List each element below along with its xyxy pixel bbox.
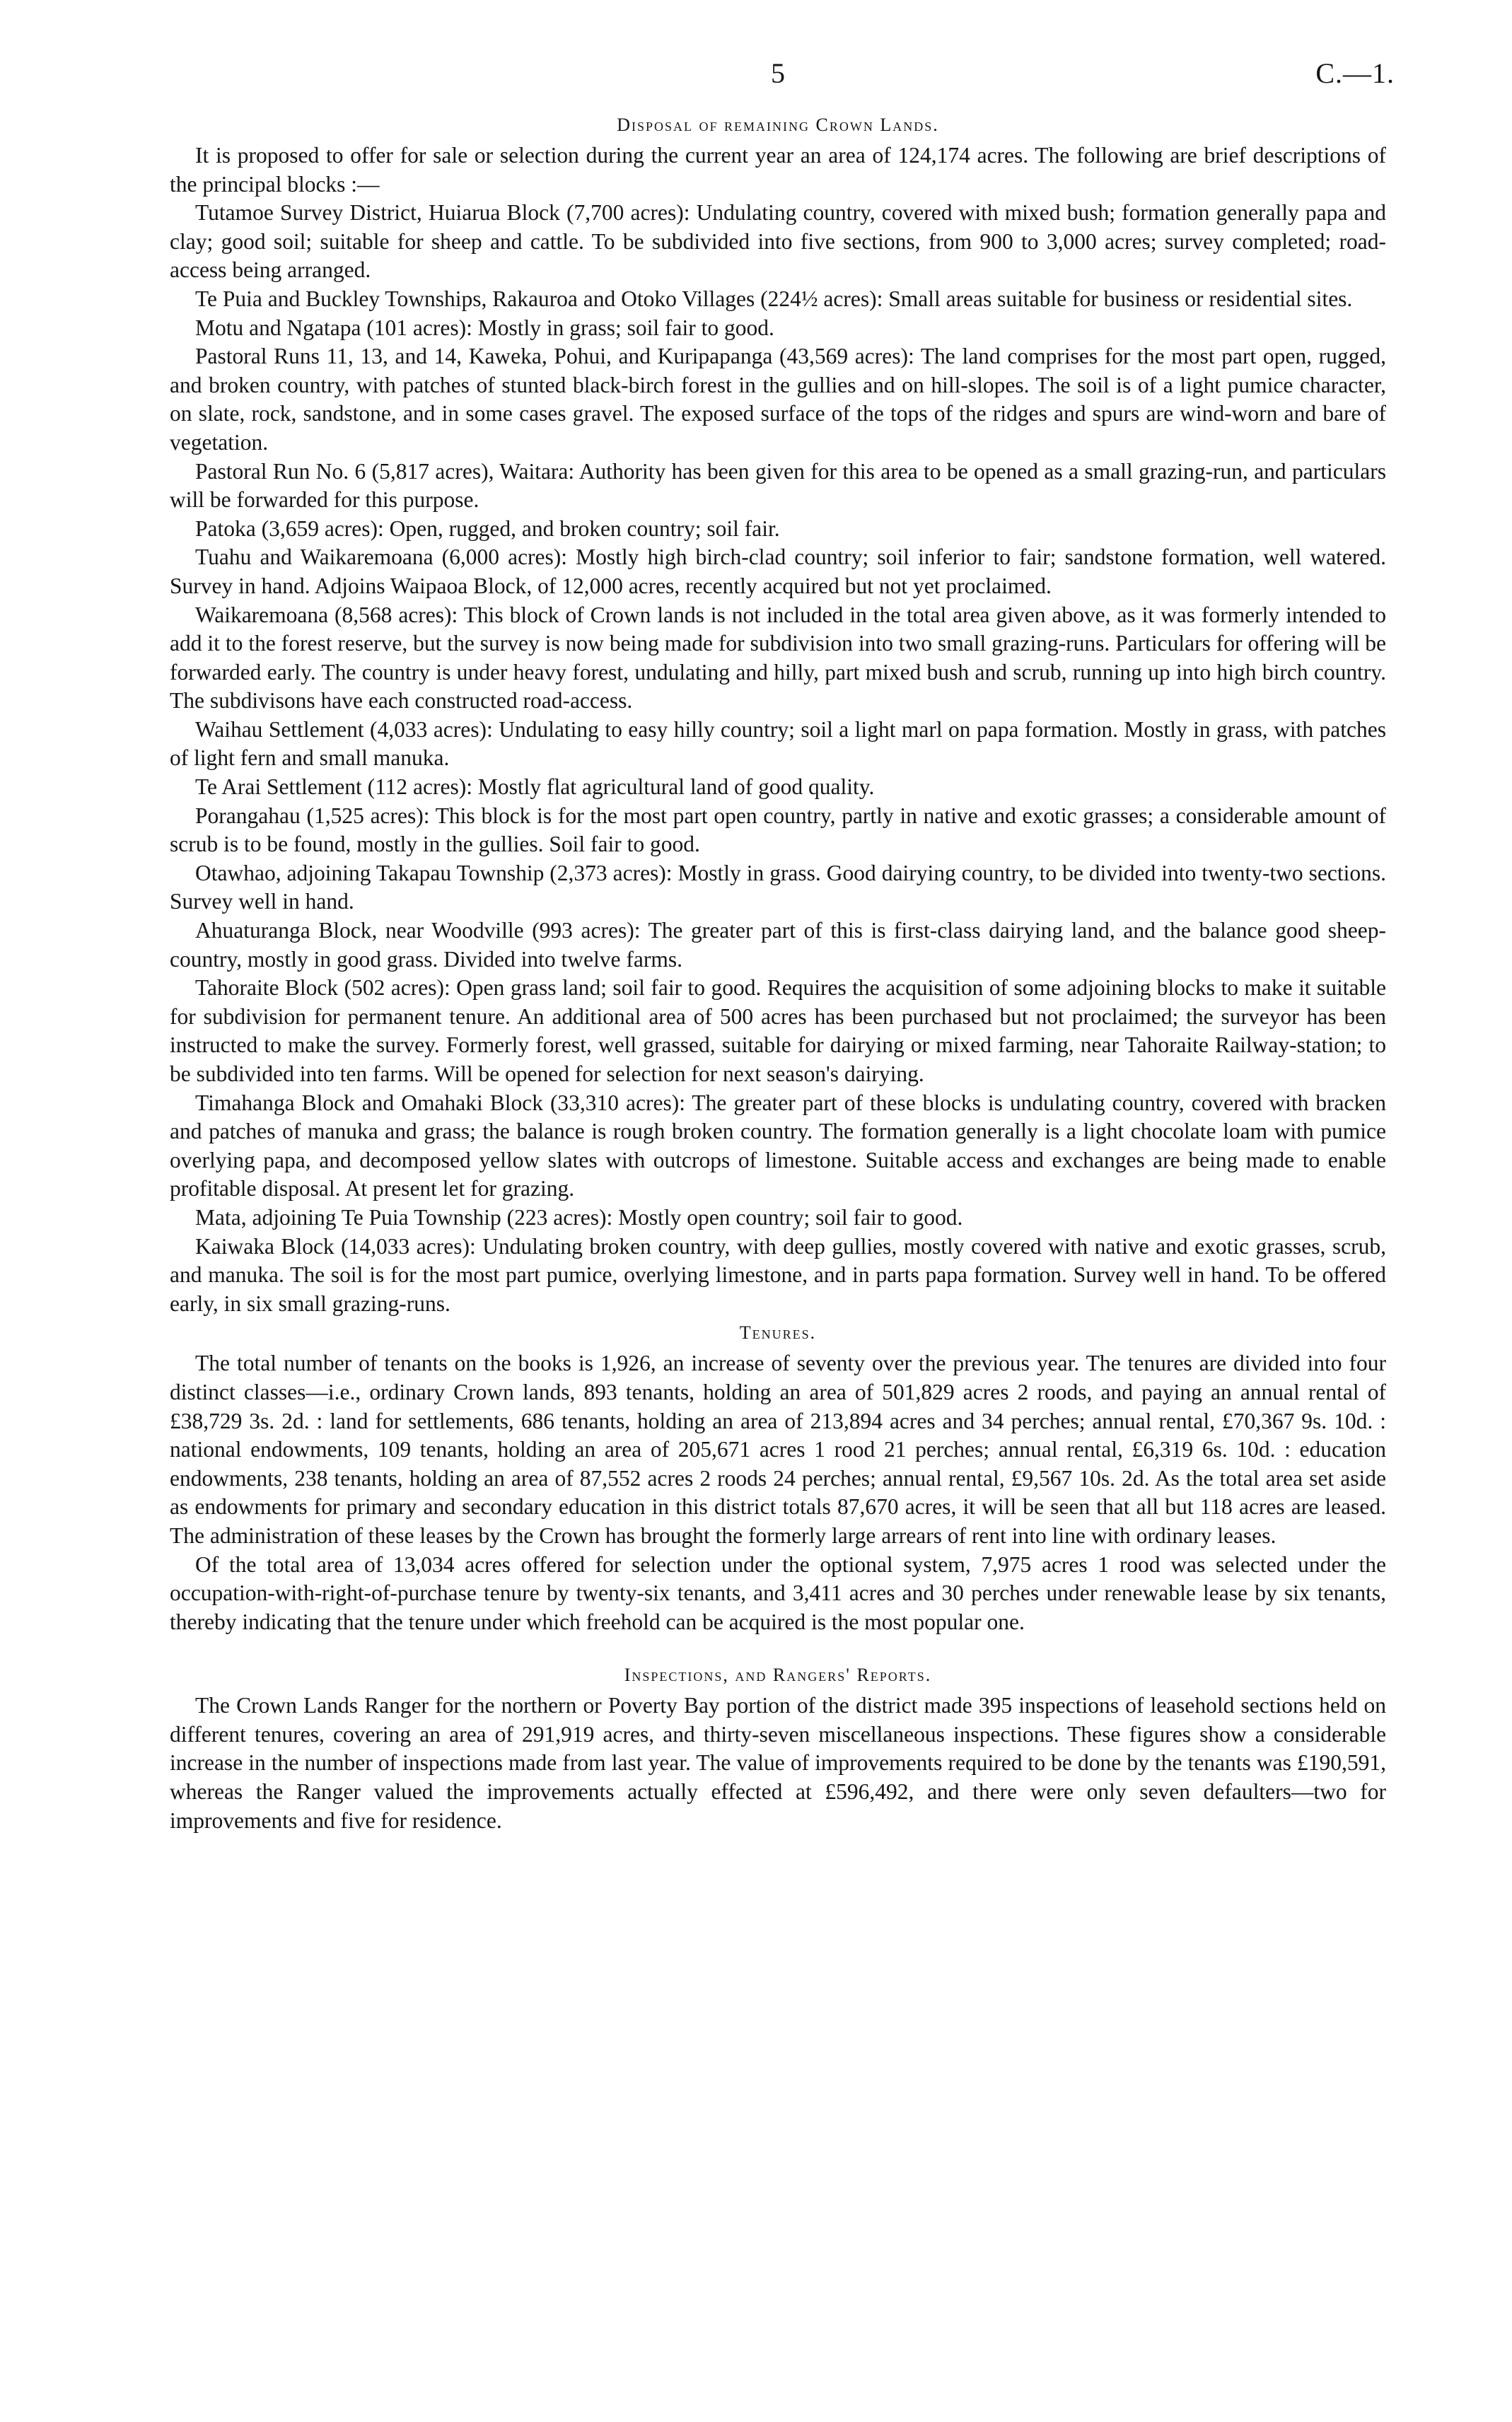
document-page (170, 42, 1395, 1835)
paragraph: Tutamoe Survey District, Huiarua Block (7,700 acres): Undulating country, covered with mixed bush; formation generally papa and clay; good soil; suitable for sheep and cattle. To be subdivided into five sections, from 900 to 3,000 acres; survey completed; road-access being arranged. (170, 200, 1386, 283)
paragraph: Waihau Settlement (4,033 acres): Undulating to easy hilly country; soil a light marl on papa formation. Mostly in grass, with patches of light fern and small manuka. (170, 716, 1386, 771)
paragraph: Patoka (3,659 acres): Open, rugged, and broken country; soil fair. (195, 516, 780, 541)
paragraph: Porangahau (1,525 acres): This block is for the most part open country, partly in native and exotic grasses; a considerable amount of scrub is to be found, mostly in the gullies. Soil fair to good. (170, 803, 1386, 857)
paragraph: Te Puia and Buckley Townships, Rakauroa and Otoko Villages (224½ acres): Small areas suitable for business or residential sites. (195, 286, 1353, 311)
paragraph: Kaiwaka Block (14,033 acres): Undulating broken country, with deep gullies, mostly covered with native and exotic grasses, scrub, and manuka. The soil is for the most part pumice, overlying limestone, and in parts papa formation. Survey well in hand. To be offered early, in six small grazing-runs. (170, 1233, 1386, 1316)
document-reference: C.—1. (1315, 57, 1395, 89)
page-number: 5 (771, 57, 785, 89)
paragraph: Tuahu and Waikaremoana (6,000 acres): Mostly high birch-clad country; soil inferior to fair; sandstone formation, well watered. Survey in hand. Adjoins Waipaoa Block, of 12,000 acres, recently acquired but not yet proclaimed. (170, 545, 1386, 598)
paragraph: Otawhao, adjoining Takapau Township (2,373 acres): Mostly in grass. Good dairying country, to be divided into twenty-two sections. Survey well in hand. (170, 860, 1386, 914)
paragraph: Mata, adjoining Te Puia Township (223 acres): Mostly open country; soil fair to good. (195, 1204, 963, 1230)
paragraph: Tahoraite Block (502 acres): Open grass land; soil fair to good. Requires the acquisition of some adjoining blocks to make it suitable for subdivision for permanent tenure. An additional area of 500 acres has been purchased but not proclaimed; the surveyor has been instructed to make the survey. Formerly forest, well grassed, suitable for dairying or mixed farming, near Tahoraite Railway-station; to be subdivided into ten farms. Will be opened for selection for next season's dairying. (170, 975, 1386, 1086)
paragraph: Pastoral Runs 11, 13, and 14, Kaweka, Pohui, and Kuripapanga (43,569 acres): The land comprises for the most part open, rugged, and broken country, with patches of stunted black-birch forest in the gullies and on hill-slopes. The soil is of a light pumice character, on slate, rock, sandstone, and in some cases gravel. The exposed surface of the tops of the ridges and spurs are wind-worn and bare of vegetation. (170, 344, 1386, 455)
section-heading-inspections: Inspections, and Rangers' Reports. (624, 1665, 932, 1686)
section-inspections (170, 1665, 1386, 1835)
paragraph: Te Arai Settlement (112 acres): Mostly flat agricultural land of good quality. (195, 774, 875, 800)
paragraph: The Crown Lands Ranger for the northern or Poverty Bay portion of the district made 395 inspections of leasehold sections held on different tenures, covering an area of 291,919 acres, and thirty-seven miscellaneous inspections. These figures show a considerable increase in the number of inspections made from last year. The value of improvements required to be done by the tenants was £190,591, whereas the Ranger valued the improvements actually effected at £596,492, and there were only seven defaulters—two for improvements and five for residence. (170, 1693, 1386, 1833)
section-disposal (170, 115, 1386, 1318)
section-tenures (170, 1322, 1386, 1636)
paragraph: Pastoral Run No. 6 (5,817 acres), Waitara: Authority has been given for this area to be opened as a small grazing-run, and particulars will be forwarded for this purpose. (170, 458, 1386, 513)
paragraph: It is proposed to offer for sale or selection during the current year an area of 124,174 acres. The following are brief descriptions of the principal blocks :— (170, 143, 1386, 197)
paragraph: Of the total area of 13,034 acres offered for selection under the optional system, 7,975 acres 1 rood was selected under the occupation-with-right-of-purchase tenure by twenty-six tenants, and 3,411 acres and 30 perches under renewable lease by six tenants, thereby indicating that the tenure under which freehold can be acquired is the most popular one. (170, 1551, 1386, 1634)
page-header (170, 42, 1395, 99)
paragraph: Motu and Ngatapa (101 acres): Mostly in grass; soil fair to good. (195, 315, 774, 340)
section-heading-tenures: Tenures. (739, 1322, 817, 1344)
paragraph: The total number of tenants on the books is 1,926, an increase of seventy over the previous year. The tenures are divided into four distinct classes—i.e., ordinary Crown lands, 893 tenants, holding an area of 501,829 acres 2 roods, and paying an annual rental of £38,729 3s. 2d. : land for settlements, 686 tenants, holding an area of 213,894 acres and 34 perches; annual rental, £70,367 9s. 10d. : national endowments, 109 tenants, holding an area of 205,671 acres 1 rood 21 perches; annual rental, £6,319 6s. 10d. : education endowments, 238 tenants, holding an area of 87,552 acres 2 roods 24 perches; annual rental, £9,567 10s. 2d. As the total area set aside as endowments for primary and secondary education in this district totals 87,670 acres, it will be seen that all but 118 acres are leased. The administration of these leases by the Crown has brought the formerly large arrears of rent into line with ordinary leases. (170, 1351, 1386, 1548)
paragraph: Timahanga Block and Omahaki Block (33,310 acres): The greater part of these blocks is undulating country, covered with bracken and patches of manuka and grass; the balance is rough broken country. The formation generally is a light chocolate loam with pumice overlying papa, and decomposed yellow slates with outcrops of limestone. Suitable access and exchanges are being made to enable profitable disposal. At present let for grazing. (170, 1090, 1386, 1201)
paragraph: Waikaremoana (8,568 acres): This block of Crown lands is not included in the total area given above, as it was formerly intended to add it to the forest reserve, but the survey is now being made for subdivision into two small grazing-runs. Particulars for offering will be forwarded early. The country is under heavy forest, undulating and hilly, part mixed bush and scrub, running up into high birch country. The subdivisons have each constructed road-access. (170, 602, 1386, 714)
section-heading-disposal: Disposal of remaining Crown Lands. (617, 115, 939, 135)
paragraph: Ahuaturanga Block, near Woodville (993 acres): The greater part of this is first-class dairying land, and the balance good sheep-country, mostly in good grass. Divided into twelve farms. (170, 918, 1386, 972)
